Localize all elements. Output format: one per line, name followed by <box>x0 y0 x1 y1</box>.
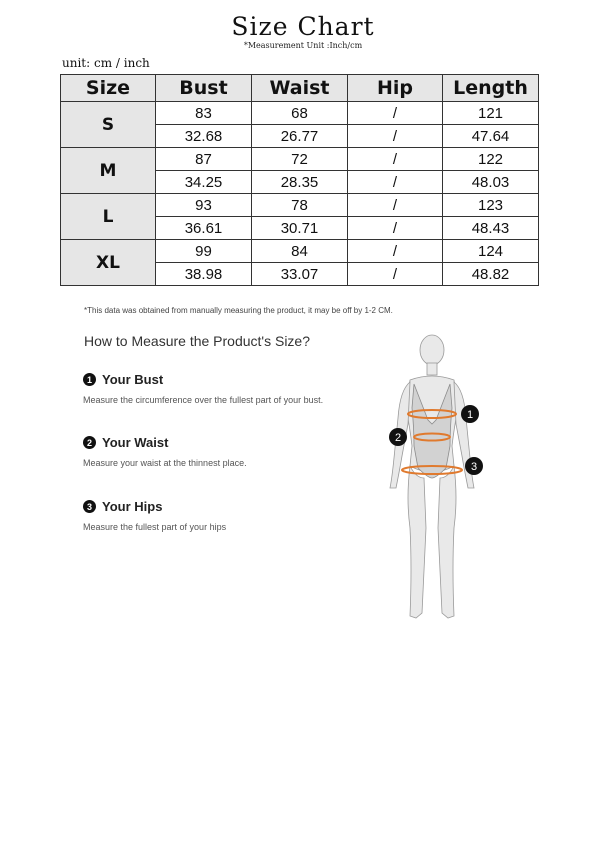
table-cell: 48.03 <box>443 171 539 194</box>
column-header-hip: Hip <box>348 75 443 102</box>
table-cell: 48.82 <box>443 263 539 286</box>
table-cell: 30.71 <box>252 217 348 240</box>
table-cell: / <box>348 171 443 194</box>
step-number-badge: 3 <box>83 500 96 513</box>
table-cell: 124 <box>443 240 539 263</box>
table-cell: 93 <box>156 194 252 217</box>
table-header-row <box>61 75 539 102</box>
body-figure-illustration <box>380 328 500 638</box>
table-cell: 68 <box>252 102 348 125</box>
size-label: M <box>61 148 156 194</box>
size-label: S <box>61 102 156 148</box>
step-description: Measure your waist at the thinnest place. <box>83 458 247 468</box>
table-cell: 28.35 <box>252 171 348 194</box>
size-label: L <box>61 194 156 240</box>
table-cell: 32.68 <box>156 125 252 148</box>
table-cell: / <box>348 125 443 148</box>
table-cell: 36.61 <box>156 217 252 240</box>
table-cell: 48.43 <box>443 217 539 240</box>
step-title: Your Waist <box>102 435 169 450</box>
table-cell: / <box>348 217 443 240</box>
step-number-badge: 1 <box>83 373 96 386</box>
table-cell: 33.07 <box>252 263 348 286</box>
step-title: Your Bust <box>102 372 164 387</box>
table-row <box>61 194 539 217</box>
table-cell: 78 <box>252 194 348 217</box>
step-waist <box>83 435 247 468</box>
column-header-waist: Waist <box>252 75 348 102</box>
marker-1-label: 1 <box>466 409 474 421</box>
step-description: Measure the fullest part of your hips <box>83 522 227 532</box>
step-number-badge: 2 <box>83 436 96 449</box>
figure-left-leg <box>408 466 426 618</box>
unit-label: unit: cm / inch <box>62 56 150 70</box>
marker-3-label: 3 <box>470 461 478 473</box>
table-row <box>61 148 539 171</box>
figure-neck <box>427 363 437 375</box>
howto-title: How to Measure the Product's Size? <box>84 333 311 349</box>
table-cell: 84 <box>252 240 348 263</box>
step-description: Measure the circumference over the fullest part of your bust. <box>83 395 324 405</box>
table-cell: 72 <box>252 148 348 171</box>
step-bust <box>83 372 323 405</box>
table-cell: 83 <box>156 102 252 125</box>
figure-right-leg <box>438 466 456 618</box>
table-cell: 122 <box>443 148 539 171</box>
column-header-size: Size <box>61 75 156 102</box>
table-cell: 47.64 <box>443 125 539 148</box>
table-cell: 123 <box>443 194 539 217</box>
size-table <box>60 74 539 286</box>
table-cell: 87 <box>156 148 252 171</box>
column-header-length: Length <box>443 75 539 102</box>
table-cell: / <box>348 240 443 263</box>
column-header-bust: Bust <box>156 75 252 102</box>
marker-2-label: 2 <box>394 432 402 444</box>
table-cell: 34.25 <box>156 171 252 194</box>
size-label: XL <box>61 240 156 286</box>
step-hips <box>83 499 226 532</box>
table-cell: 121 <box>443 102 539 125</box>
figure-head <box>420 335 444 365</box>
table-cell: / <box>348 148 443 171</box>
table-cell: 38.98 <box>156 263 252 286</box>
table-cell: 99 <box>156 240 252 263</box>
page-title: Size Chart <box>231 12 375 41</box>
measurement-disclaimer: *This data was obtained from manually measuring the product, it may be off by 1-2 CM. <box>84 306 393 315</box>
table-cell: 26.77 <box>252 125 348 148</box>
table-cell: / <box>348 263 443 286</box>
measurement-unit-note: *Measurement Unit :Inch/cm <box>243 41 363 50</box>
table-cell: / <box>348 194 443 217</box>
table-row <box>61 240 539 263</box>
table-row <box>61 102 539 125</box>
table-cell: / <box>348 102 443 125</box>
step-title: Your Hips <box>102 499 163 514</box>
